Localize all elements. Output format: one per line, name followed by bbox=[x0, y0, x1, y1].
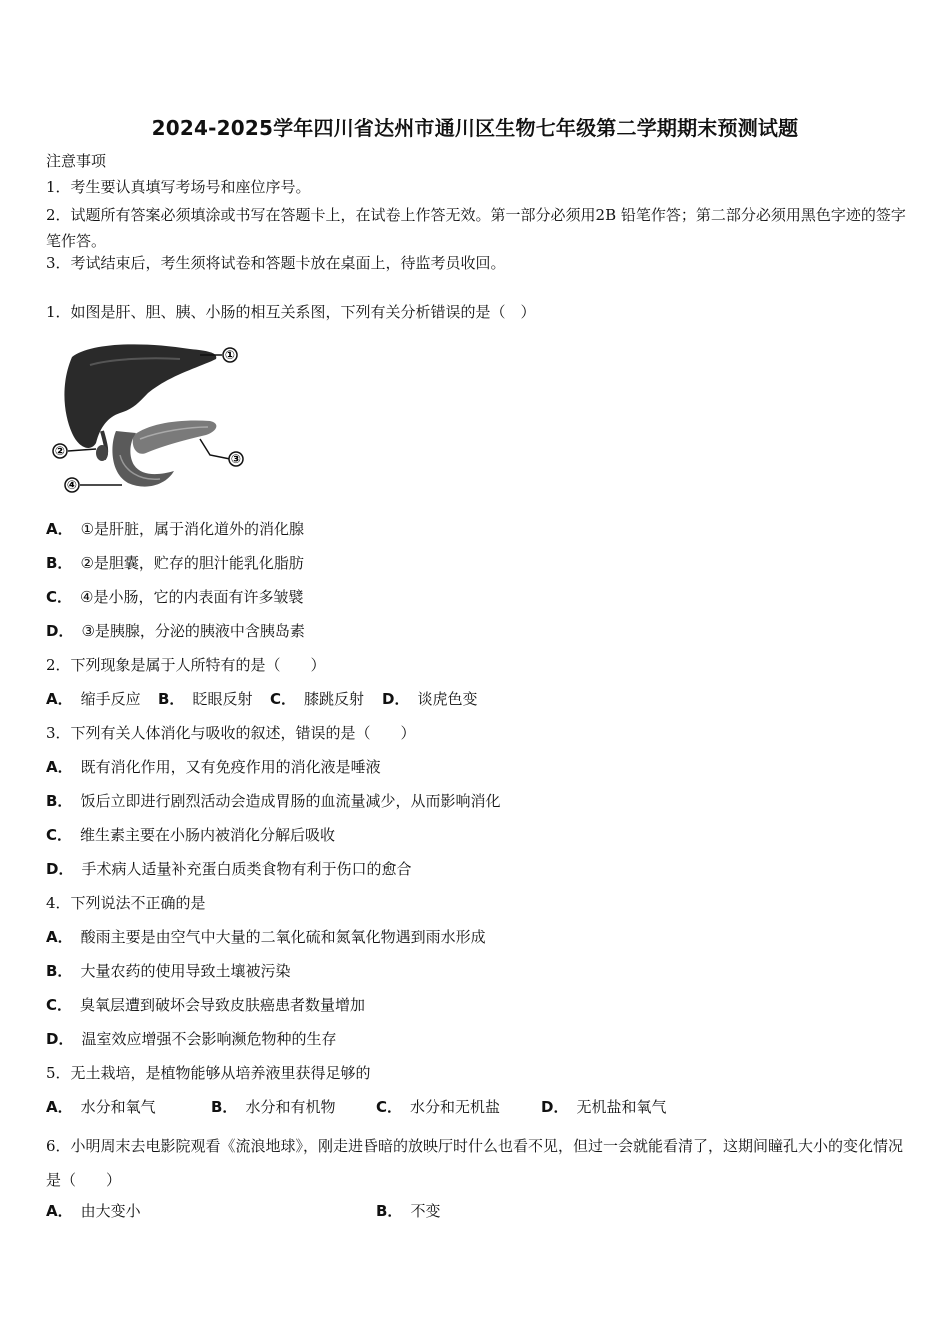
question-stem: 1．如图是肝、胆、胰、小肠的相互关系图，下列有关分析错误的是（ ） bbox=[46, 303, 536, 321]
exam-title: 2024-2025学年四川省达州市通川区生物七年级第二学期期末预测试题 bbox=[151, 116, 799, 140]
notice-item: 1．考生要认真填写考场号和座位序号。 bbox=[46, 178, 311, 196]
question-stem: 6．小明周末去电影院观看《流浪地球》，刚走进昏暗的放映厅时什么也看不见，但过一会就能看清了，这期间瞳孔大小的变化情况是（ ） bbox=[46, 1137, 904, 1189]
option-c: C． ④是小肠，它的内表面有许多皱襞 bbox=[46, 588, 304, 606]
option-b: B． 大量农药的使用导致土壤被污染 bbox=[46, 962, 291, 980]
option-a: A． ①是肝脏，属于消化道外的消化腺 bbox=[46, 520, 305, 538]
question-stem: 2．下列现象是属于人所特有的是（ ） bbox=[46, 656, 326, 674]
option-b: B． 不变 bbox=[376, 1202, 441, 1220]
notice-heading: 注意事项 bbox=[46, 152, 107, 170]
option-a: A． 酸雨主要是由空气中大量的二氧化硫和氮氧化物遇到雨水形成 bbox=[46, 928, 486, 946]
option-c: C． 维生素主要在小肠内被消化分解后吸收 bbox=[46, 826, 336, 844]
option-d: D． 温室效应增强不会影响濒危物种的生存 bbox=[46, 1030, 337, 1048]
option-a: A． 水分和氧气 bbox=[46, 1098, 156, 1116]
options-row bbox=[46, 689, 477, 709]
option-d: D． 无机盐和氧气 bbox=[541, 1098, 667, 1116]
option-c: C． 臭氧层遭到破坏会导致皮肤癌患者数量增加 bbox=[46, 996, 366, 1014]
figure-label-3: ③ bbox=[230, 452, 242, 466]
option-b: B． 水分和有机物 bbox=[211, 1098, 336, 1116]
option-a: A． 缩手反应 bbox=[46, 690, 141, 708]
options-row bbox=[46, 1097, 666, 1117]
option-b: B． 饭后立即进行剧烈活动会造成胃肠的血流量减少，从而影响消化 bbox=[46, 792, 501, 810]
option-c: C． 水分和无机盐 bbox=[376, 1098, 501, 1116]
notice-item: 2．试题所有答案必须填涂或书写在答题卡上，在试卷上作答无效。第一部分必须用2B 铅笔作答；第二部分必须用黑色字迹的签字笔作答。 bbox=[46, 206, 906, 250]
option-d: D． 手术病人适量补充蛋白质类食物有利于伤口的愈合 bbox=[46, 860, 412, 878]
notice-item: 3．考试结束后，考生须将试卷和答题卡放在桌面上，待监考员收回。 bbox=[46, 254, 506, 272]
question-stem: 3．下列有关人体消化与吸收的叙述，错误的是（ ） bbox=[46, 724, 416, 742]
option-b: B． 眨眼反射 bbox=[158, 690, 253, 708]
digestive-organs-figure bbox=[50, 335, 250, 500]
figure-label-2: ② bbox=[54, 444, 66, 458]
question-stem: 4．下列说法不正确的是 bbox=[46, 894, 206, 912]
option-a: A． 由大变小 bbox=[46, 1202, 141, 1220]
option-c: C． 膝跳反射 bbox=[270, 690, 365, 708]
option-b: B． ②是胆囊，贮存的胆汁能乳化脂肪 bbox=[46, 554, 304, 572]
figure-label-1: ① bbox=[224, 348, 236, 362]
option-d: D． 谈虎色变 bbox=[382, 690, 478, 708]
option-a: A． 既有消化作用，又有免疫作用的消化液是唾液 bbox=[46, 758, 381, 776]
option-d: D． ③是胰腺，分泌的胰液中含胰岛素 bbox=[46, 622, 305, 640]
options-row bbox=[46, 1201, 440, 1221]
question-stem: 5．无土栽培，是植物能够从培养液里获得足够的 bbox=[46, 1064, 371, 1082]
figure-label-4: ④ bbox=[66, 478, 78, 492]
